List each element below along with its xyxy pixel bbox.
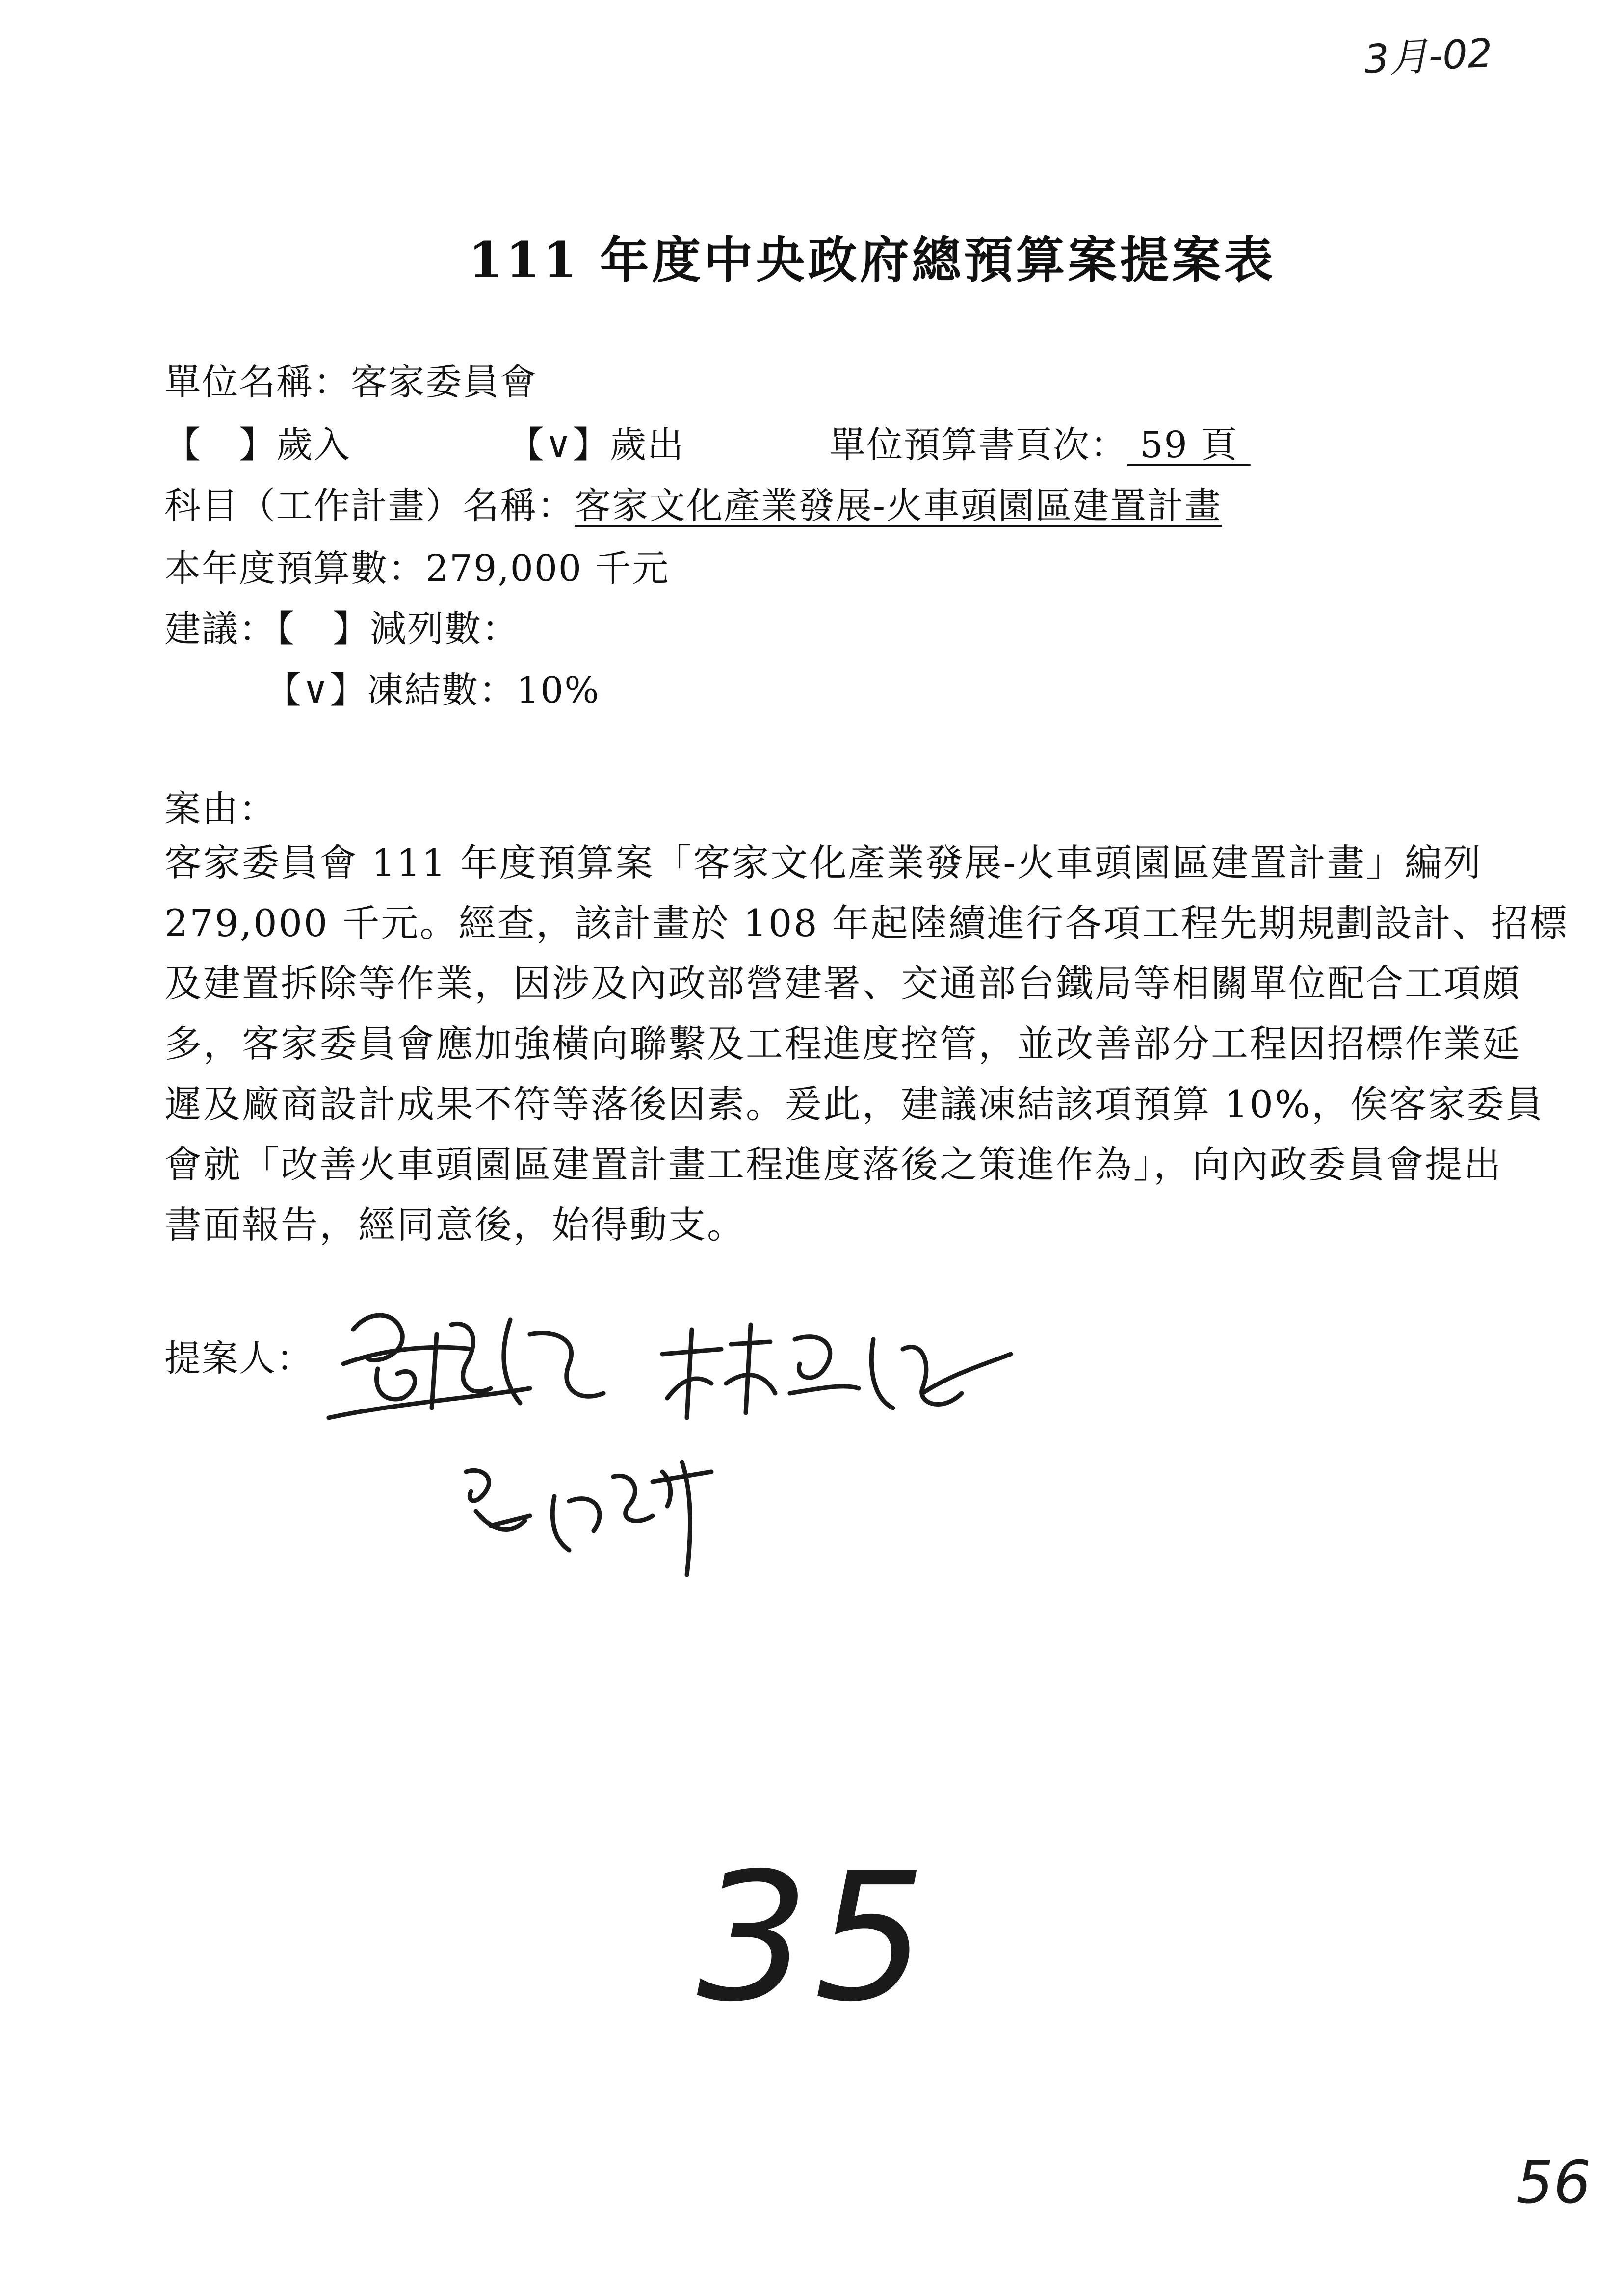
suggestion-freeze: 【∨】凍結數：10% — [265, 669, 600, 711]
budget-amount: 本年度預算數：279,000 千元 — [164, 548, 670, 590]
reason-line: 書面報告，經同意後，始得動支。 — [164, 1203, 746, 1247]
unit-label: 單位名稱： — [164, 361, 351, 403]
subject-label: 科目（工作計畫）名稱： — [164, 485, 575, 527]
page-number: 56 — [1516, 2149, 1591, 2217]
handwritten-number: 35 — [697, 1835, 932, 2040]
page-ref-value: 59 頁 — [1127, 424, 1251, 466]
unit-row — [164, 353, 537, 405]
reason-line: 279,000 千元。經查，該計畫於 108 年起陸續進行各項工程先期規劃設計、招標 — [164, 901, 1569, 945]
unit-value: 客家委員會 — [351, 361, 537, 403]
reason-label: 案由： — [164, 788, 276, 830]
handwritten-signature-1 — [324, 1290, 628, 1437]
proposer-label: 提案人： — [164, 1337, 314, 1380]
reason-line: 客家委員會 111 年度預算案「客家文化產業發展-火車頭園區建置計畫」編列 — [164, 841, 1483, 885]
page-ref — [829, 416, 1251, 468]
suggestion-cut: 建議：【 】減列數： — [164, 608, 519, 650]
income-checkbox: 【 】歲入 — [164, 424, 351, 466]
reason-paragraph — [164, 833, 1569, 1255]
handwritten-signature-2 — [648, 1320, 1021, 1433]
reason-line: 會就「改善火車頭園區建置計畫工程進度落後之策進作為」，向內政委員會提出 — [164, 1143, 1502, 1186]
corner-note: 3月-02 — [1363, 30, 1494, 82]
reason-line: 多，客家委員會應加強橫向聯繫及工程進度控管，並改善部分工程因招標作業延 — [164, 1022, 1521, 1066]
reason-line: 及建置拆除等作業，因涉及內政部營建署、交通部台鐵局等相關單位配合工項頗 — [164, 962, 1521, 1005]
reason-line: 遲及廠商設計成果不符等落後因素。爰此，建議凍結該項預算 10%，俟客家委員 — [164, 1082, 1545, 1126]
page-title: 111 年度中央政府總預算案提案表 — [469, 231, 1276, 289]
expense-checkbox: 【∨】歲出 — [508, 424, 685, 466]
handwritten-signature-3 — [456, 1452, 731, 1580]
page-ref-label: 單位預算書頁次： — [829, 424, 1127, 466]
subject-row — [164, 477, 1222, 529]
subject-value: 客家文化產業發展-火車頭園區建置計畫 — [575, 485, 1222, 527]
